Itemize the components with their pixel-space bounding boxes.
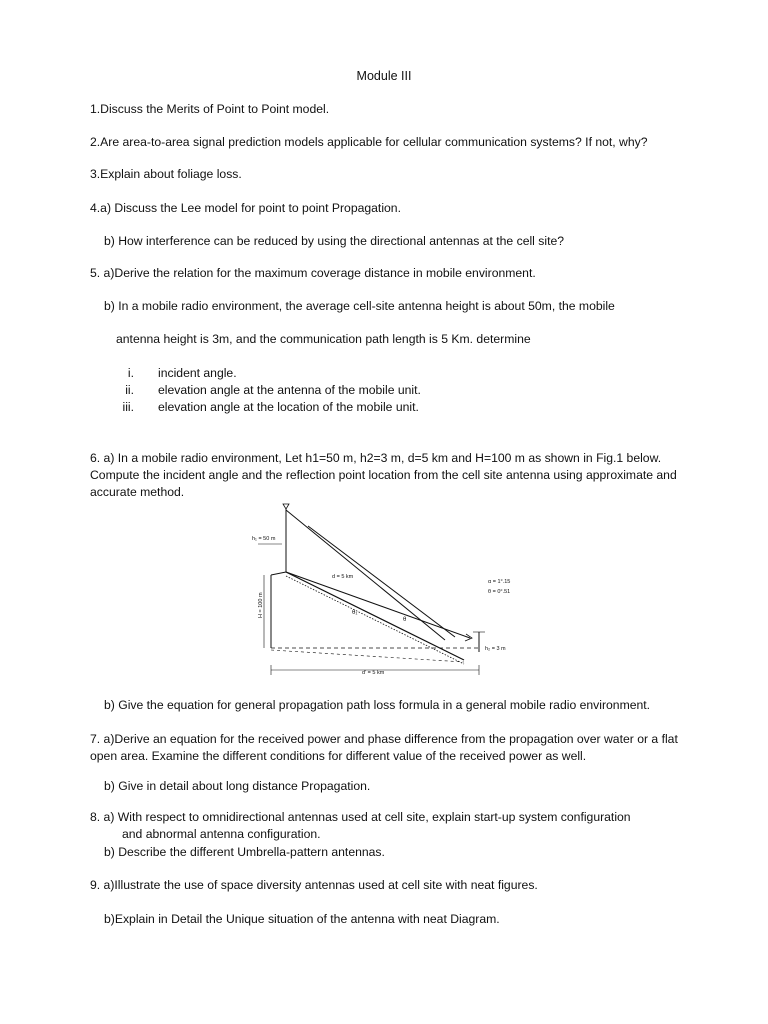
list-item-number: i. xyxy=(127,366,134,380)
sloped-ground xyxy=(286,572,464,660)
h2-label: h₂ = 3 m xyxy=(485,646,506,652)
theta-mark: θ xyxy=(403,617,407,623)
theta1-mark: θ₁ xyxy=(352,610,358,616)
list-item: elevation angle at the location of the mobile unit. xyxy=(158,400,419,414)
question-4a: 4.a) Discuss the Lee model for point to point Propagation. xyxy=(90,201,401,215)
H-label: H = 100 m xyxy=(258,592,264,618)
reflected-ray xyxy=(286,572,470,638)
question-8a-line-1: 8. a) With respect to omnidirectional antennas used at cell site, explain start-up system configuration xyxy=(90,810,631,824)
question-5b-line-1: b) In a mobile radio environment, the average cell-site antenna height is about 50m, the mobile xyxy=(104,299,615,313)
question-5a: 5. a)Derive the relation for the maximum coverage distance in mobile environment. xyxy=(90,266,536,280)
question-3: 3.Explain about foliage loss. xyxy=(90,167,242,181)
direct-ray xyxy=(308,526,455,637)
antenna-top-icon xyxy=(283,504,289,509)
question-7a: 7. a)Derive an equation for the received power and phase difference from the propagation over water or a flat open area. Examine the different conditions for different value of the received power as well. xyxy=(90,732,678,763)
list-item-number: iii. xyxy=(122,400,134,414)
page-title: Module III xyxy=(356,69,412,83)
alpha-label: α = 1°.15 xyxy=(488,579,511,585)
question-8b: b) Describe the different Umbrella-pattern antennas. xyxy=(104,845,385,859)
question-2: 2.Are area-to-area signal prediction models applicable for cellular communication systems? If not, why? xyxy=(90,135,648,149)
question-6b: b) Give the equation for general propagation path loss formula in a general mobile radio environment. xyxy=(104,698,651,712)
question-5b-line-2: antenna height is 3m, and the communication path length is 5 Km. determine xyxy=(116,332,531,346)
theta-label: θ = 0°.51 xyxy=(488,589,511,595)
question-9b: b)Explain in Detail the Unique situation of the antenna with neat Diagram. xyxy=(104,912,500,926)
dprime-label: d′ = 5 km xyxy=(362,670,385,676)
question-4b: b) How interference can be reduced by using the directional antennas at the cell site? xyxy=(104,234,565,248)
question-7b: b) Give in detail about long distance Propagation. xyxy=(104,779,371,793)
list-item: incident angle. xyxy=(158,366,237,380)
question-9a: 9. a)Illustrate the use of space diversity antennas used at cell site with neat figures. xyxy=(90,878,538,892)
question-8a-line-2: and abnormal antenna configuration. xyxy=(122,827,321,841)
question-1: 1.Discuss the Merits of Point to Point model. xyxy=(90,102,330,116)
d-label: d = 5 km xyxy=(332,574,354,580)
figure-1 xyxy=(240,500,530,685)
h1-label: h₁ = 50 m xyxy=(252,536,276,542)
cliff-top xyxy=(271,572,286,575)
question-6a: 6. a) In a mobile radio environment, Let h1=50 m, h2=3 m, d=5 km and H=100 m as shown in Fig.1 below. Compute the incident angle and the reflection point location from the cell site antenna using approximate and accurate method. xyxy=(90,451,677,499)
list-item: elevation angle at the antenna of the mobile unit. xyxy=(158,383,421,397)
list-item-number: ii. xyxy=(125,383,134,397)
